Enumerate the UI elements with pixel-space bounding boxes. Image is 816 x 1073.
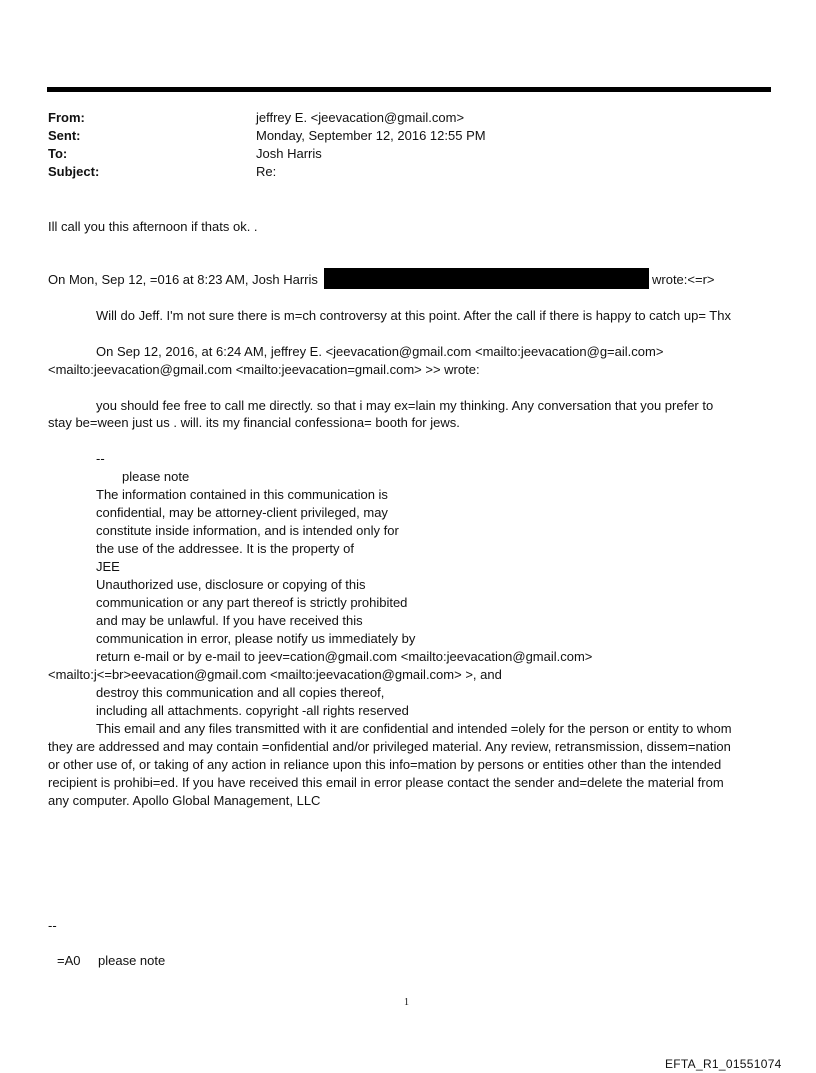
quote2-text-line1: you should fee free to call me directly. so that i may ex=lain my thinking. Any conversation that you prefer to: [96, 398, 714, 413]
disclaimer-line: JEE: [96, 559, 120, 574]
footer-a0: =A0: [57, 953, 81, 968]
footer-please-note: please note: [98, 953, 166, 968]
quote1-wrote: wrote:<=r>: [652, 272, 715, 287]
quote2-text-line2: stay be=ween just us . will. its my financial confessiona= booth for jews.: [48, 415, 460, 430]
signature-dashes: --: [96, 451, 105, 466]
disclaimer-line: confidential, may be attorney-client privileged, may: [96, 505, 388, 520]
sent-label: Sent:: [48, 128, 81, 143]
disclaimer-line: the use of the addressee. It is the property of: [96, 541, 354, 556]
apollo-disclaimer-line: This email and any files transmitted with it are confidential and intended =olely for the person or entity to whom: [96, 721, 732, 736]
quote1-intro: On Mon, Sep 12, =016 at 8:23 AM, Josh Harris: [48, 272, 318, 287]
from-value: jeffrey E. <jeevacation@gmail.com>: [256, 110, 465, 125]
to-label: To:: [48, 146, 68, 161]
apollo-disclaimer-line: or other use of, or taking of any action in reliance upon this info=mation by persons or entities other than the intended: [48, 757, 722, 772]
apollo-disclaimer-line: any computer. Apollo Global Management, LLC: [48, 793, 321, 808]
disclaimer-line: and may be unlawful. If you have received this: [96, 613, 363, 628]
quote1-text: Will do Jeff. I'm not sure there is m=ch controversy at this point. After the call if there is happy to catch up= Thx: [96, 308, 731, 323]
disclaimer-tail-line1: destroy this communication and all copies thereof,: [96, 685, 385, 700]
subject-value: Re:: [256, 164, 277, 179]
apollo-disclaimer-line: recipient is prohibi=ed. If you have received this email in error please contact the sender and=delete the material from: [48, 775, 724, 790]
disclaimer-line: constitute inside information, and is intended only for: [96, 523, 399, 538]
disclaimer-line: Unauthorized use, disclosure or copying of this: [96, 577, 366, 592]
disclaimer-tail-line2: including all attachments. copyright -all rights reserved: [96, 703, 409, 718]
redaction-bar: [324, 268, 649, 289]
apollo-disclaimer-line: they are addressed and may contain =onfidential and/or privileged material. Any review, retransmission, dissem=nation: [48, 739, 731, 754]
bates-id: EFTA_R1_01551074: [665, 1057, 782, 1071]
footer-dashes: --: [48, 918, 57, 933]
sent-value: Monday, September 12, 2016 12:55 PM: [256, 128, 486, 143]
page-number: 1: [404, 997, 409, 1008]
from-label: From:: [48, 110, 85, 125]
disclaimer-mailto: <mailto:j<=br>eevacation@gmail.com <mailto:jeevacation@gmail.com> >, and: [48, 667, 502, 682]
disclaimer-line: The information contained in this communication is: [96, 487, 388, 502]
disclaimer-line: communication in error, please notify us immediately by: [96, 631, 416, 646]
quote2-intro-line1: On Sep 12, 2016, at 6:24 AM, jeffrey E. <jeevacation@gmail.com <mailto:jeevacation@g=ail.com>: [96, 344, 664, 359]
reply-text: Ill call you this afternoon if thats ok. .: [48, 219, 258, 234]
disclaimer-line: return e-mail or by e-mail to jeev=cation@gmail.com <mailto:jeevacation@gmail.com>: [96, 649, 593, 664]
quote2-intro-line2: <mailto:jeevacation@gmail.com <mailto:jeevacation=gmail.com> >> wrote:: [48, 362, 480, 377]
header-rule: [47, 87, 771, 92]
disclaimer-line: communication or any part thereof is strictly prohibited: [96, 595, 408, 610]
subject-label: Subject:: [48, 164, 100, 179]
to-value: Josh Harris: [256, 146, 322, 161]
signature-please-note: please note: [122, 469, 190, 484]
